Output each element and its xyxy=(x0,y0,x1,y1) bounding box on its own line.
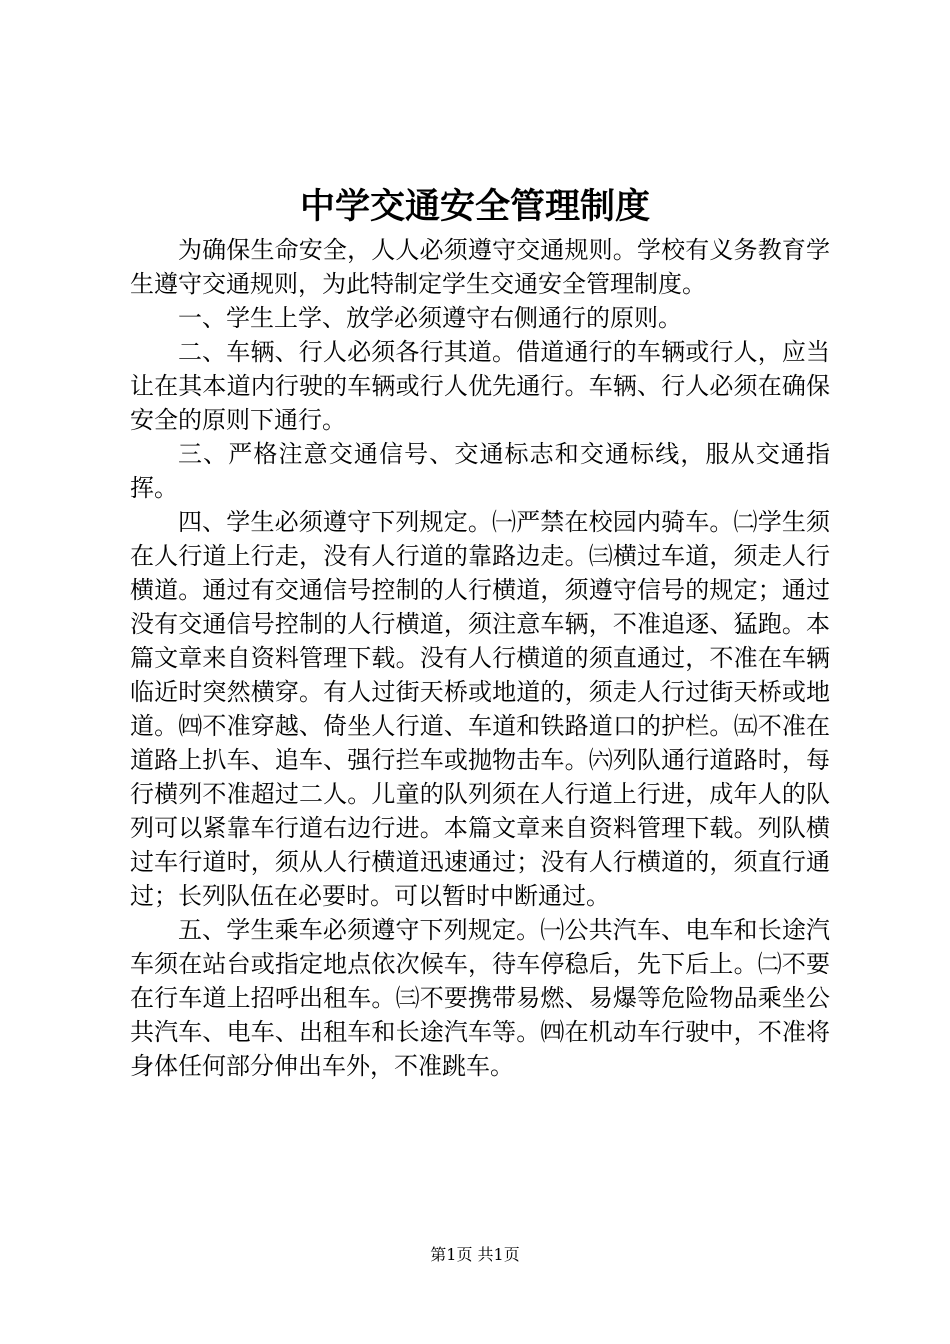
document-body xyxy=(130,233,830,1083)
page-footer: 第1页 共1页 xyxy=(430,1245,520,1264)
paragraph-rule-5: 五、学生乘车必须遵守下列规定。㈠公共汽车、电车和长途汽车须在站台或指定地点依次候车，待车停稳后，先下后上。㈡不要在行车道上招呼出租车。㈢不要携带易燃、易爆等危险物品乘坐公共汽车、电车、出租车和长途汽车等。㈣在机动车行驶中，不准将身体任何部分伸出车外，不准跳车。 xyxy=(130,916,830,1080)
paragraph-rule-4: 四、学生必须遵守下列规定。㈠严禁在校园内骑车。㈡学生须在人行道上行走，没有人行道的靠路边走。㈢横过车道，须走人行横道。通过有交通信号控制的人行横道，须遵守信号的规定；通过没有交通信号控制的人行横道，须注意车辆，不准追逐、猛跑。本篇文章来自资料管理下载。没有人行横道的须直通过，不准在车辆临近时突然横穿。有人过街天桥或地道的，须走人行过街天桥或地道。㈣不准穿越、倚坐人行道、车道和铁路道口的护栏。㈤不准在道路上扒车、追车、强行拦车或抛物击车。㈥列队通行道路时，每行横列不准超过二人。儿童的队列须在人行道上行进，成年人的队列可以紧靠车行道右边行进。本篇文章来自资料管理下载。列队横过车行道时，须从人行横道迅速通过；没有人行横道的，须直行通过；长列队伍在必要时。可以暂时中断通过。 xyxy=(130,508,830,910)
paragraph-intro: 为确保生命安全，人人必须遵守交通规则。学校有义务教育学生遵守交通规则，为此特制定学生交通安全管理制度。 xyxy=(130,236,830,298)
paragraph-rule-1: 一、学生上学、放学必须遵守右侧通行的原则。 xyxy=(178,304,682,332)
page-title: 中学交通安全管理制度 xyxy=(299,186,650,227)
paragraph-rule-2: 二、车辆、行人必须各行其道。借道通行的车辆或行人，应当让在其本道内行驶的车辆或行人优先通行。车辆、行人必须在确保安全的原则下通行。 xyxy=(130,338,830,434)
paragraph-rule-3: 三、严格注意交通信号、交通标志和交通标线，服从交通指挥。 xyxy=(130,440,830,502)
